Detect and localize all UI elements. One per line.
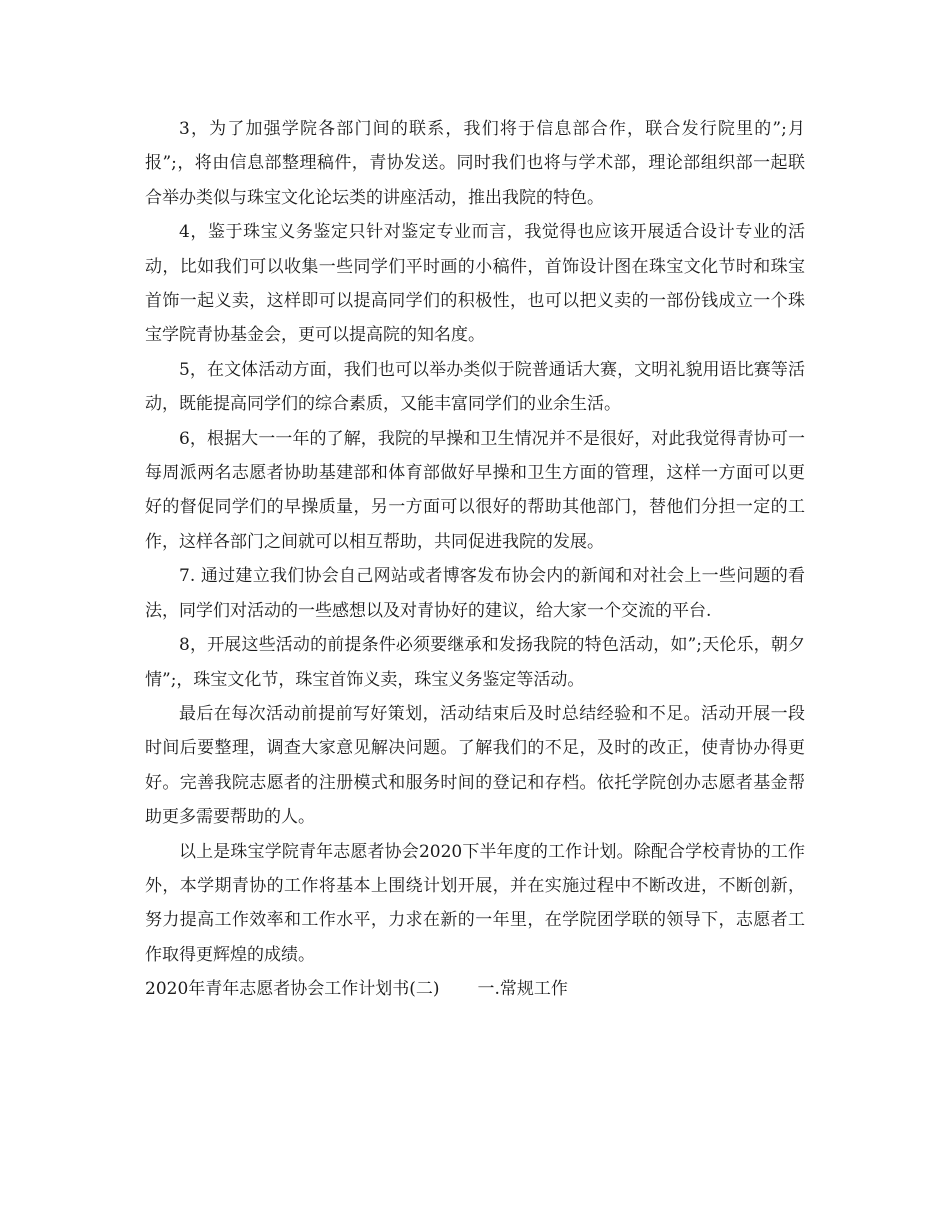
paragraph-item-3: 3，为了加强学院各部门间的联系，我们将于信息部合作，联合发行院里的”;月报”;，将由信息部整理稿件，青协发送。同时我们也将与学术部，理论部组织部一起联合举办类似与珠宝文化论坛类的讲座活动，推出我院的特色。: [145, 119, 805, 208]
paragraph-item-6: 6，根据大一一年的了解，我院的早操和卫生情况并不是很好，对此我觉得青协可一每周派两名志愿者协助基建部和体育部做好早操和卫生方面的管理，这样一方面可以更好的督促同学们的早操质量，另一方面可以很好的帮助其他部门，替他们分担一定的工作，这样各部门之间就可以相互帮助，共同促进我院的发展。: [145, 428, 805, 552]
paragraph-summary: 以上是珠宝学院青年志愿者协会2020下半年度的工作计划。除配合学校青协的工作外，本学期青协的工作将基本上围绕计划开展，并在实施过程中不断改进，不断创新，努力提高工作效率和工作水平，力求在新的一年里，在学院团学联的领导下，志愿者工作取得更辉煌的成绩。: [145, 841, 805, 965]
section-heading: [145, 972, 805, 1006]
document-body: [145, 112, 805, 1007]
paragraph-closing: 最后在每次活动前提前写好策划，活动结束后及时总结经验和不足。活动开展一段时间后要整理，调查大家意见解决问题。了解我们的不足，及时的改正，使青协办得更好。完善我院志愿者的注册模式和服务时间的登记和存档。依托学院创办志愿者基金帮助更多需要帮助的人。: [145, 703, 805, 828]
paragraph-item-8: 8，开展这些活动的前提条件必须要继承和发扬我院的特色活动，如”;天伦乐，朝夕情”;，珠宝文化节，珠宝首饰义卖，珠宝义务鉴定等活动。: [145, 635, 805, 690]
paragraph-item-5: 5，在文体活动方面，我们也可以举办类似于院普通话大赛，文明礼貌用语比赛等活动，既能提高同学们的综合素质，又能丰富同学们的业余生活。: [145, 359, 805, 415]
paragraph-item-4: 4，鉴于珠宝义务鉴定只针对鉴定专业而言，我觉得也应该开展适合设计专业的活动，比如我们可以收集一些同学们平时画的小稿件，首饰设计图在珠宝文化节时和珠宝首饰一起义卖，这样即可以提高同学们的积极性，也可以把义卖的一部份钱成立一个珠宝学院青协基金会，更可以提高院的知名度。: [145, 222, 805, 346]
document-title: 2020年青年志愿者协会工作计划书(二): [145, 979, 440, 1000]
paragraph-item-7: 7. 通过建立我们协会自己网站或者博客发布协会内的新闻和对社会上一些问题的看法，同学们对活动的一些感想以及对青协好的建议，给大家一个交流的平台.: [145, 566, 805, 621]
section-title: 一.常规工作: [477, 979, 568, 1000]
